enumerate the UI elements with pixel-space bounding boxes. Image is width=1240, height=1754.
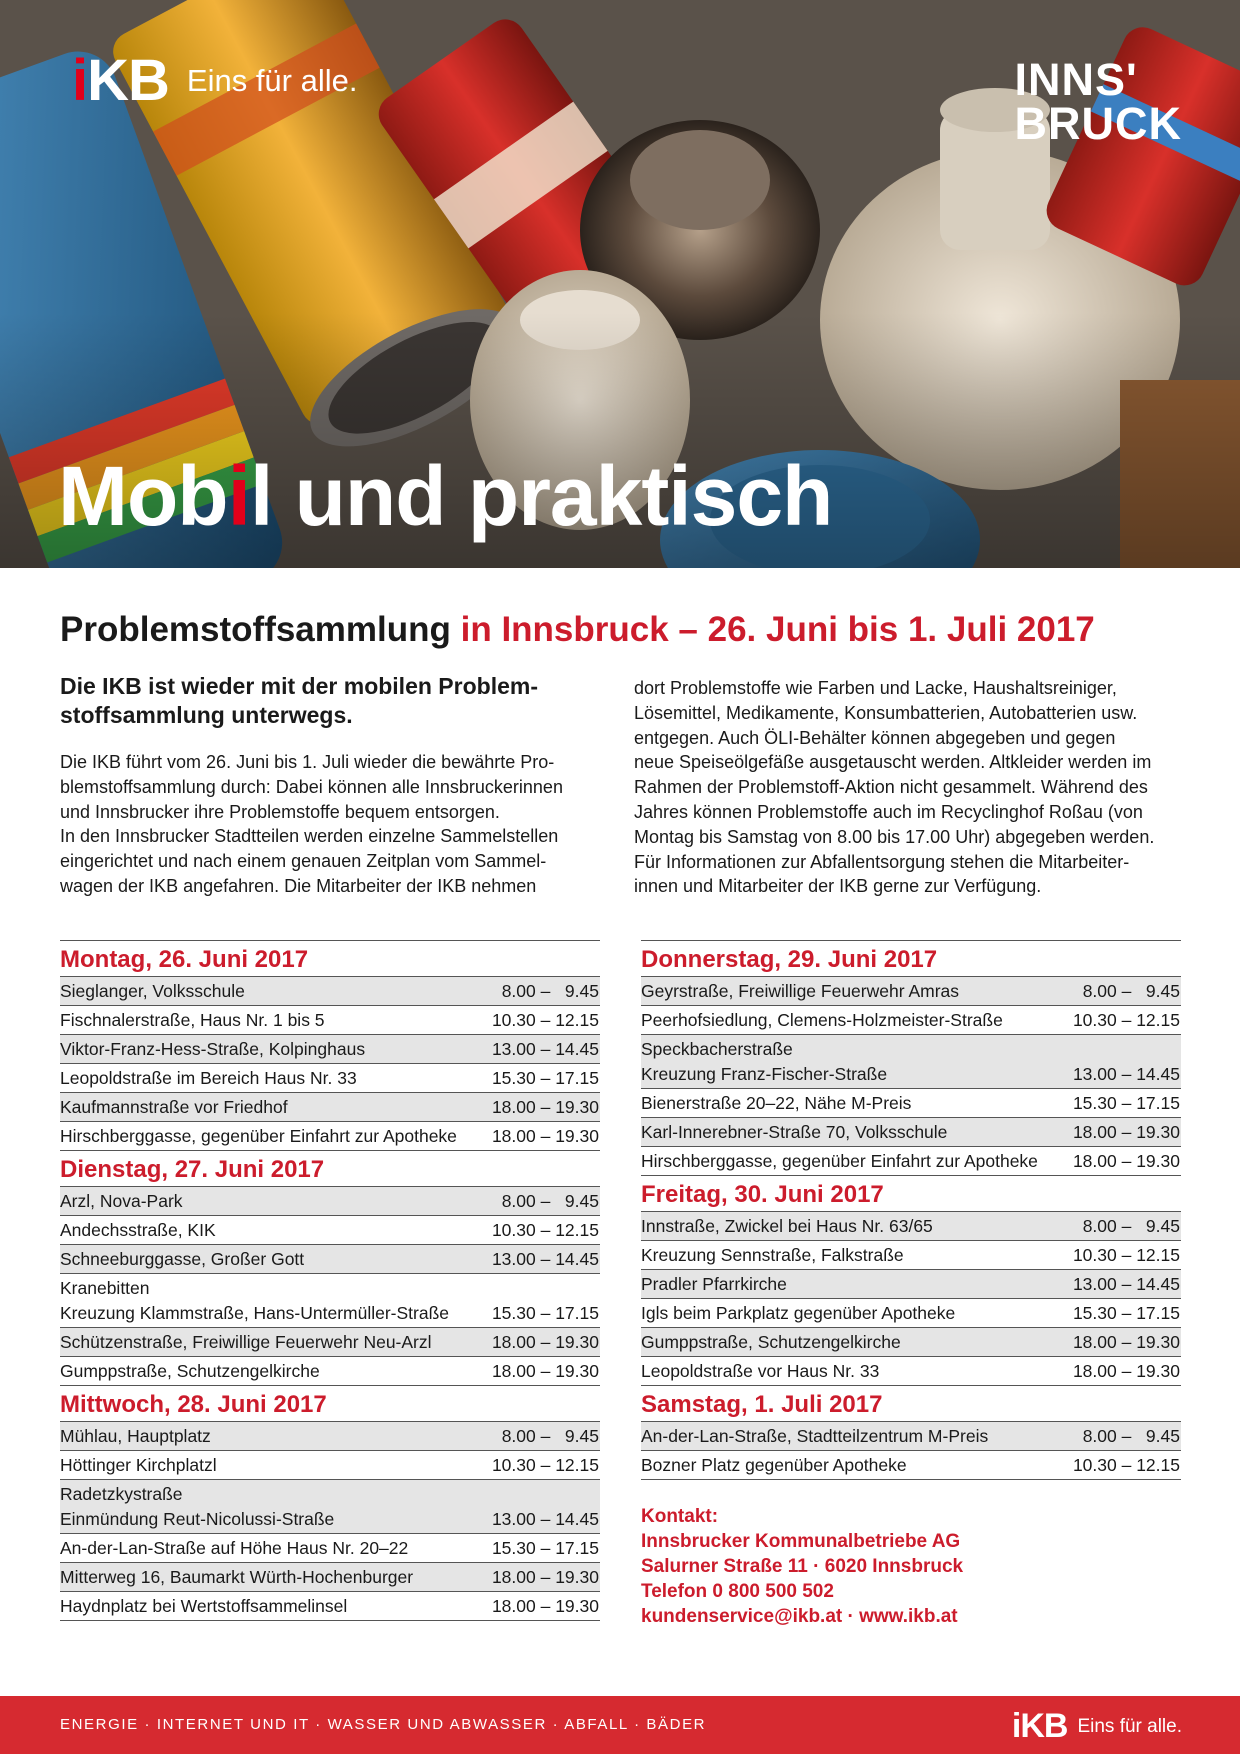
stop-location-line2: Kreuzung Franz-Fischer-Straße [641, 1064, 888, 1084]
stop-location [641, 1037, 887, 1087]
intro-right-line: Für Informationen zur Abfallentsorgung stehen die Mitarbeiter- [634, 851, 1130, 872]
stop-location [60, 1359, 320, 1384]
intro-left-line: wagen der IKB angefahren. Die Mitarbeiter der IKB nehmen [60, 875, 537, 896]
intro-left-line: eingerichtet und nach einem genauen Zeitplan vom Sammel- [60, 851, 547, 872]
schedule-row [60, 1534, 600, 1563]
stop-location-line1: Haydnplatz bei Wertstoffsammelinsel [60, 1596, 348, 1616]
stop-time: 15.30 – 17.15 [1072, 1093, 1180, 1113]
footer-services: ENERGIE · INTERNET UND IT · WASSER UND ABWASSER · ABFALL · BÄDER [60, 1716, 707, 1733]
schedule-row [60, 1035, 600, 1064]
intro-right-line: entgegen. Auch ÖLI-Behälter können abgegeben und gegen [634, 727, 1116, 748]
contact-company: Innsbrucker Kommunalbetriebe AG [641, 1531, 961, 1552]
headline-red: in Innsbruck – 26. Juni bis 1. Juli 2017 [460, 610, 1095, 649]
stop-time: 18.00 – 19.30 [491, 1567, 599, 1587]
stop-location-line1: Mitterweg 16, Baumarkt Würth-Hochenburger [60, 1567, 414, 1587]
contact-address: Salurner Straße 11 · 6020 Innsbruck [641, 1556, 964, 1577]
schedule-row [641, 1299, 1181, 1328]
stop-location [60, 1247, 304, 1272]
stop-location [60, 1276, 449, 1326]
schedule-day-heading: Freitag, 30. Juni 2017 [641, 1176, 1181, 1212]
intro-lead-line1: Die IKB ist wieder mit der mobilen Problem- [60, 673, 538, 699]
stop-location-line1: An-der-Lan-Straße auf Höhe Haus Nr. 20–22 [60, 1538, 409, 1558]
schedule-right-column [641, 940, 1181, 1480]
stop-location-line2: Kreuzung Klammstraße, Hans-Untermüller-Straße [60, 1303, 450, 1323]
stop-time: 15.30 – 17.15 [491, 1068, 599, 1088]
stop-time: 10.30 – 12.15 [491, 1455, 599, 1475]
schedule-row [60, 1328, 600, 1357]
stop-time: 15.30 – 17.15 [1072, 1303, 1180, 1323]
schedule-row [60, 1357, 600, 1386]
stop-time: 18.00 – 19.30 [1072, 1361, 1180, 1381]
stop-location [641, 1243, 904, 1268]
stop-location [60, 1095, 288, 1120]
stop-location [60, 1594, 347, 1619]
intro-lead-line2: stoffsammlung unterwegs. [60, 702, 353, 728]
stop-location [60, 1037, 365, 1062]
stop-location-line1: Hirschberggasse, gegenüber Einfahrt zur Apotheke [641, 1151, 1038, 1171]
stop-location-line1: Bienerstraße 20–22, Nähe M-Preis [641, 1093, 912, 1113]
stop-time: 18.00 – 19.30 [491, 1596, 599, 1616]
schedule-left-column [60, 940, 600, 1621]
hero-title-part2: l und praktisch [249, 449, 833, 543]
schedule-day-heading: Samstag, 1. Juli 2017 [641, 1386, 1181, 1422]
stop-location-line1: Kaufmannstraße vor Friedhof [60, 1097, 288, 1117]
hero-title [58, 446, 832, 546]
stop-location [60, 1424, 211, 1449]
page-headline [60, 608, 1095, 652]
ikb-logo-tagline: Eins für alle. [186, 63, 358, 98]
schedule-row [641, 1212, 1181, 1241]
intro-right-line: dort Problemstoffe wie Farben und Lacke, Haushaltsreiniger, [634, 678, 1117, 698]
stop-time: 13.00 – 14.45 [1072, 1274, 1180, 1294]
stop-location-line1: Bozner Platz gegenüber Apotheke [641, 1455, 907, 1475]
footer-bar [0, 1696, 1240, 1754]
footer-ikb-logo[interactable] [1012, 1707, 1182, 1746]
stop-time: 8.00 – 9.45 [501, 981, 599, 1001]
stop-time: 8.00 – 9.45 [1082, 981, 1180, 1001]
stop-time: 8.00 – 9.45 [1082, 1426, 1180, 1446]
innsbruck-logo[interactable] [1014, 54, 1183, 149]
stop-time: 13.00 – 14.45 [1072, 1064, 1180, 1084]
stop-location-line1: Höttinger Kirchplatzl [60, 1455, 217, 1475]
schedule-row [641, 1035, 1181, 1089]
schedule-row [60, 1422, 600, 1451]
stop-time: 18.00 – 19.30 [1072, 1332, 1180, 1352]
schedule-row [60, 1274, 600, 1328]
stop-location [641, 1330, 901, 1355]
intro-left-line: und Innsbrucker ihre Problemstoffe bequem entsorgen. [60, 801, 500, 822]
stop-location [60, 1536, 408, 1561]
schedule-row [60, 1245, 600, 1274]
contact-web[interactable]: kundenservice@ikb.at · www.ikb.at [641, 1606, 958, 1627]
schedule-row [60, 1122, 600, 1151]
schedule-row [641, 1357, 1181, 1386]
intro-body-left [60, 750, 590, 899]
intro-right-line: Montag bis Samstag von 8.00 bis 17.00 Uhr) abgegeben werden. [634, 826, 1155, 847]
schedule-row [60, 1006, 600, 1035]
hero-title-part1: Mob [58, 449, 228, 543]
schedule-day-heading: Montag, 26. Juni 2017 [60, 941, 600, 977]
footer-ikb-logo-mark: iKB [1011, 1707, 1068, 1745]
stop-location-line1: Arzl, Nova-Park [60, 1191, 183, 1211]
stop-time: 8.00 – 9.45 [501, 1191, 599, 1211]
stop-location-line1: Mühlau, Hauptplatz [60, 1426, 211, 1446]
stop-location [60, 1482, 334, 1532]
stop-time: 10.30 – 12.15 [491, 1010, 599, 1030]
stop-time: 13.00 – 14.45 [491, 1039, 599, 1059]
schedule-row [641, 1089, 1181, 1118]
stop-location-line1: Leopoldstraße vor Haus Nr. 33 [641, 1361, 880, 1381]
schedule-row [641, 1422, 1181, 1451]
schedule-row [60, 1480, 600, 1534]
stop-location-line1: Igls beim Parkplatz gegenüber Apotheke [641, 1303, 956, 1323]
stop-location [641, 1091, 911, 1116]
stop-time: 15.30 – 17.15 [491, 1538, 599, 1558]
intro-right-line: Lösemittel, Medikamente, Konsumbatterien, Autobatterien usw. [634, 702, 1138, 723]
stop-location [60, 1189, 183, 1214]
contact-block [641, 1504, 963, 1629]
contact-phone[interactable]: Telefon 0 800 500 502 [641, 1581, 834, 1602]
schedule-row [641, 1270, 1181, 1299]
stop-time: 10.30 – 12.15 [1072, 1010, 1180, 1030]
innsbruck-logo-line1: INNS' [1014, 54, 1138, 105]
stop-location-line1: Schneeburggasse, Großer Gott [60, 1249, 305, 1269]
stop-location-line1: Hirschberggasse, gegenüber Einfahrt zur Apotheke [60, 1126, 457, 1146]
stop-location [641, 1272, 787, 1297]
stop-location-line1: Innstraße, Zwickel bei Haus Nr. 63/65 [641, 1216, 933, 1236]
schedule-row [60, 1451, 600, 1480]
stop-location [641, 1424, 988, 1449]
stop-location-line1: An-der-Lan-Straße, Stadtteilzentrum M-Preis [641, 1426, 989, 1446]
stop-time: 18.00 – 19.30 [491, 1361, 599, 1381]
intro-right-line: innen und Mitarbeiter der IKB gerne zur Verfügung. [634, 876, 1042, 897]
hero-title-accent: i [227, 449, 250, 543]
stop-location-line1: Speckbacherstraße [641, 1039, 793, 1059]
stop-location [60, 1565, 413, 1590]
stop-location-line1: Kreuzung Sennstraße, Falkstraße [641, 1245, 904, 1265]
footer-ikb-tagline: Eins für alle. [1077, 1715, 1182, 1737]
schedule-row [641, 1241, 1181, 1270]
schedule-day-heading: Donnerstag, 29. Juni 2017 [641, 941, 1181, 977]
stop-location-line1: Karl-Innerebner-Straße 70, Volksschule [641, 1122, 948, 1142]
stop-location-line1: Schützenstraße, Freiwillige Feuerwehr Neu-Arzl [60, 1332, 432, 1352]
stop-time: 10.30 – 12.15 [1072, 1455, 1180, 1475]
stop-time: 18.00 – 19.30 [491, 1097, 599, 1117]
stop-location-line1: Pradler Pfarrkirche [641, 1274, 787, 1294]
stop-location [641, 1301, 955, 1326]
stop-location [641, 1359, 879, 1384]
stop-time: 18.00 – 19.30 [1072, 1122, 1180, 1142]
contact-label: Kontakt: [641, 1506, 719, 1527]
schedule-row [641, 977, 1181, 1006]
intro-left-line: Die IKB führt vom 26. Juni bis 1. Juli wieder die bewährte Pro- [60, 752, 555, 772]
stop-location-line2: Einmündung Reut-Nicolussi-Straße [60, 1509, 335, 1529]
stop-location [641, 979, 959, 1004]
stop-location-line1: Kranebitten [60, 1278, 150, 1298]
stop-time: 18.00 – 19.30 [1072, 1151, 1180, 1171]
stop-location [60, 1066, 357, 1091]
schedule-row [60, 1064, 600, 1093]
intro-right-line: Jahres können Problemstoffe auch im Recyclinghof Roßau (von [634, 801, 1143, 822]
stop-location [60, 1008, 325, 1033]
stop-location [641, 1453, 907, 1478]
schedule-row [641, 1006, 1181, 1035]
stop-time: 8.00 – 9.45 [501, 1426, 599, 1446]
stop-location [60, 1218, 216, 1243]
intro-body-right [634, 676, 1186, 899]
intro-right-column [634, 676, 1186, 899]
stop-time: 18.00 – 19.30 [491, 1126, 599, 1146]
stop-time: 15.30 – 17.15 [491, 1303, 599, 1323]
intro-right-line: Rahmen der Problemstoff-Aktion nicht gesammelt. Während des [634, 777, 1148, 798]
headline-bold: Problemstoffsammlung [60, 610, 451, 649]
stop-time: 13.00 – 14.45 [491, 1509, 599, 1529]
schedule-row [60, 1592, 600, 1621]
intro-left-line: In den Innsbrucker Stadtteilen werden einzelne Sammelstellen [60, 826, 559, 847]
stop-location-line1: Gumppstraße, Schutzengelkirche [641, 1332, 901, 1352]
schedule-row [641, 1328, 1181, 1357]
stop-location [60, 1330, 432, 1355]
schedule-row [60, 1216, 600, 1245]
stop-time: 13.00 – 14.45 [491, 1249, 599, 1269]
ikb-logo[interactable] [72, 48, 358, 113]
stop-location-line1: Leopoldstraße im Bereich Haus Nr. 33 [60, 1068, 357, 1088]
stop-time: 10.30 – 12.15 [1072, 1245, 1180, 1265]
stop-location-line1: Gumppstraße, Schutzengelkirche [60, 1361, 320, 1381]
schedule-row [641, 1147, 1181, 1176]
stop-location-line1: Radetzkystraße [60, 1484, 183, 1504]
hero-image [0, 0, 1240, 568]
stop-time: 8.00 – 9.45 [1082, 1216, 1180, 1236]
schedule-row [60, 977, 600, 1006]
schedule-row [60, 1563, 600, 1592]
stop-location [60, 1124, 457, 1149]
intro-right-line: neue Speiseölgefäße ausgetauscht werden. Altkleider werden im [634, 752, 1152, 773]
intro-lead [60, 672, 590, 730]
schedule-row [60, 1187, 600, 1216]
stop-location [641, 1149, 1038, 1174]
intro-left-column [60, 672, 590, 899]
stop-location-line1: Viktor-Franz-Hess-Straße, Kolpinghaus [60, 1039, 366, 1059]
stop-location-line1: Geyrstraße, Freiwillige Feuerwehr Amras [641, 981, 959, 1001]
stop-time: 10.30 – 12.15 [491, 1220, 599, 1240]
schedule-row [641, 1451, 1181, 1480]
stop-location-line1: Peerhofsiedlung, Clemens-Holzmeister-Straße [641, 1010, 1003, 1030]
stop-location [60, 979, 245, 1004]
stop-location-line1: Fischnalerstraße, Haus Nr. 1 bis 5 [60, 1010, 325, 1030]
stop-location-line1: Sieglanger, Volksschule [60, 981, 245, 1001]
stop-location-line1: Andechsstraße, KIK [60, 1220, 216, 1240]
stop-time: 18.00 – 19.30 [491, 1332, 599, 1352]
schedule-day-heading: Mittwoch, 28. Juni 2017 [60, 1386, 600, 1422]
ikb-logo-mark: iKB [72, 48, 169, 113]
stop-location [641, 1214, 933, 1239]
intro-left-line: blemstoffsammlung durch: Dabei können alle Innsbruckerinnen [60, 776, 563, 797]
schedule-row [60, 1093, 600, 1122]
stop-location [641, 1008, 1003, 1033]
schedule-day-heading: Dienstag, 27. Juni 2017 [60, 1151, 600, 1187]
stop-location [60, 1453, 217, 1478]
stop-location [641, 1120, 947, 1145]
innsbruck-logo-line2: BRUCK [1014, 98, 1182, 149]
schedule-row [641, 1118, 1181, 1147]
